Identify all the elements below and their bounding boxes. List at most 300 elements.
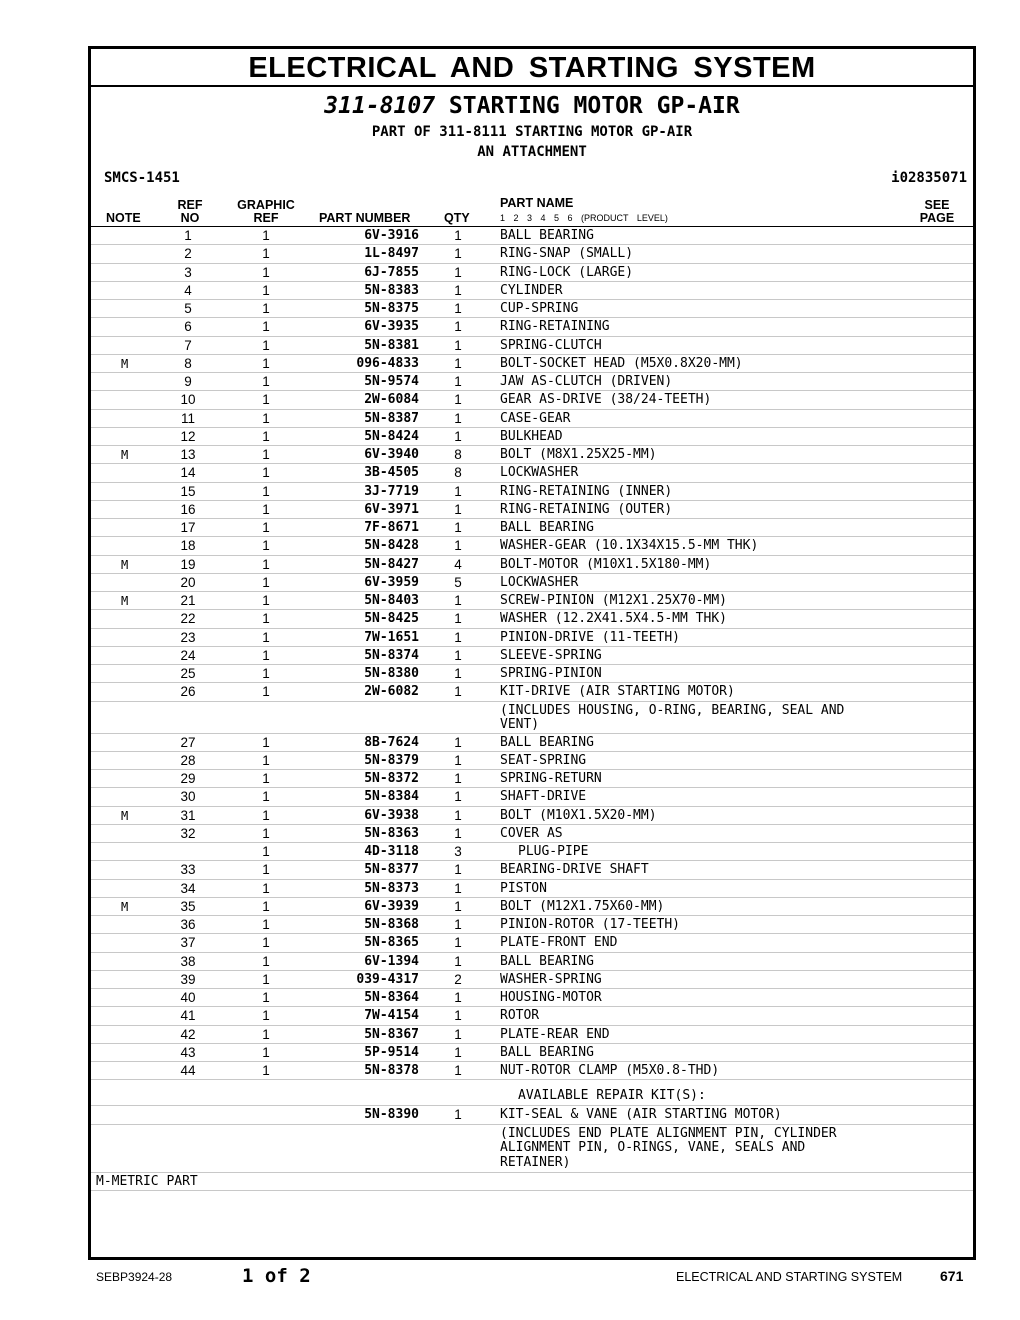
qty-cell: 1 [454, 734, 462, 750]
ref-no-cell: 19 [180, 556, 196, 572]
graphic-ref-cell: 1 [262, 971, 270, 987]
part-number-cell: 5N-8384 [364, 789, 419, 805]
part-name-cell: SEAT-SPRING [500, 752, 587, 768]
qty-cell: 1 [454, 647, 462, 663]
part-name-cell: PINION-ROTOR (17-TEETH) [500, 917, 681, 932]
part-name-cell: SPRING-CLUTCH [500, 337, 602, 353]
ref-no-cell: 20 [180, 574, 196, 590]
part-name-cell: SCREW-PINION (M12X1.25X70-MM) [500, 593, 727, 608]
part-name-cell: BOLT (M8X1.25X25-MM) [500, 447, 657, 462]
qty-cell: 1 [454, 862, 462, 878]
part-name-cell: BOLT-SOCKET HEAD (M5X0.8X20-MM) [500, 355, 743, 371]
part-number-cell: 6V-3935 [364, 319, 419, 335]
page-frame [88, 46, 976, 1260]
ref-no-cell: 40 [180, 990, 196, 1005]
table-row [91, 898, 973, 916]
table-row [91, 245, 973, 263]
ref-no-cell: 29 [180, 771, 196, 786]
part-name-cell: WASHER-GEAR (10.1X34X15.5-MM THK) [500, 538, 759, 554]
ref-no-cell: 13 [180, 447, 196, 462]
table-row [91, 264, 973, 282]
col-part-number: PART NUMBER [319, 211, 411, 225]
ref-no-cell: 22 [180, 611, 196, 627]
col-ref-line1: REF [177, 198, 203, 212]
part-name-cell: BALL BEARING [500, 953, 594, 969]
part-number-cell: 5N-9574 [364, 374, 419, 389]
ref-no-cell: 18 [180, 538, 196, 554]
qty-cell: 1 [454, 428, 462, 444]
ref-no-cell: 37 [180, 935, 196, 951]
part-name-cell: PISTON [500, 880, 547, 896]
graphic-ref-cell: 1 [262, 465, 270, 481]
table-row [91, 556, 973, 574]
part-number-cell: 1L-8497 [364, 246, 419, 262]
ref-no-cell: 39 [180, 971, 196, 987]
qty-cell: 1 [454, 752, 462, 768]
table-row [91, 629, 973, 647]
table-row [91, 953, 973, 971]
graphic-ref-cell: 1 [262, 301, 270, 316]
graphic-ref-cell: 1 [262, 593, 270, 608]
qty-cell: 1 [454, 611, 462, 627]
part-number-cell: 5N-8383 [364, 282, 419, 298]
part-name-cell: AVAILABLE REPAIR KIT(S): [518, 1088, 706, 1104]
table-row [91, 1106, 973, 1124]
part-number-cell: 5N-8380 [364, 666, 419, 681]
part-number-cell: 7W-1651 [364, 629, 419, 645]
graphic-ref-cell: 1 [262, 319, 270, 335]
table-row [91, 1007, 973, 1025]
part-number-cell: 2W-6082 [364, 684, 419, 700]
ref-no-cell: 12 [180, 428, 196, 444]
part-name-cell: CYLINDER [500, 282, 563, 298]
table-row [91, 391, 973, 409]
part-name-cell: CASE-GEAR [500, 410, 571, 426]
part-number-cell: 5N-8424 [364, 428, 419, 444]
part-name-cell: CUP-SPRING [500, 301, 579, 316]
footer-page-of: 1 of 2 [242, 1265, 311, 1287]
qty-cell: 1 [454, 301, 462, 316]
graphic-ref-cell: 1 [262, 953, 270, 969]
qty-cell: 5 [454, 574, 462, 590]
ref-no-cell: 2 [184, 246, 192, 262]
part-name-cell: BOLT-MOTOR (M10X1.5X180-MM) [500, 556, 712, 572]
qty-cell: 1 [454, 538, 462, 554]
qty-cell: 1 [454, 282, 462, 298]
ref-no-cell: 27 [180, 734, 196, 750]
table-row [91, 916, 973, 934]
graphic-ref-cell: 1 [262, 1008, 270, 1024]
ref-no-cell: 32 [180, 825, 196, 841]
ref-no-cell: 25 [180, 666, 196, 681]
col-product-level: 1 2 3 4 5 6 (PRODUCT LEVEL) [500, 213, 668, 223]
table-row [91, 1026, 973, 1044]
qty-cell: 1 [454, 1063, 462, 1078]
part-number-cell: 5N-8374 [364, 647, 419, 663]
table-row [91, 373, 973, 391]
qty-cell: 1 [454, 953, 462, 969]
qty-cell: 1 [454, 771, 462, 786]
table-row [91, 1080, 973, 1106]
part-number-cell: 5N-8372 [364, 771, 419, 786]
part-name-cell: RING-SNAP (SMALL) [500, 246, 634, 262]
qty-cell: 1 [454, 593, 462, 608]
graphic-ref-cell: 1 [262, 880, 270, 896]
part-name-cell: RING-LOCK (LARGE) [500, 264, 634, 280]
table-row [91, 880, 973, 898]
part-name-cell: PLATE-FRONT END [500, 935, 618, 951]
part-number-cell: 6J-7855 [364, 264, 419, 280]
part-number-cell: 5N-8375 [364, 301, 419, 316]
part-number-cell: 5P-9514 [364, 1044, 419, 1060]
part-number-cell: 5N-8425 [364, 611, 419, 627]
graphic-ref-cell: 1 [262, 898, 270, 914]
group-name: STARTING MOTOR GP-AIR [448, 93, 740, 119]
part-name-cell: BULKHEAD [500, 428, 563, 444]
part-name-cell: PLATE-REAR END [500, 1026, 610, 1042]
qty-cell: 8 [454, 465, 462, 481]
ref-no-cell: 38 [180, 953, 196, 969]
ref-no-cell: 1 [184, 228, 192, 243]
qty-cell: 1 [454, 684, 462, 700]
qty-cell: 1 [454, 917, 462, 932]
part-name-cell: RING-RETAINING (OUTER) [500, 501, 673, 517]
graphic-ref-cell: 1 [262, 428, 270, 444]
part-name-cell: SHAFT-DRIVE [500, 789, 587, 805]
part-name-cell: JAW AS-CLUTCH (DRIVEN) [500, 374, 673, 389]
graphic-ref-cell: 1 [262, 666, 270, 681]
col-ref-line2: NO [180, 211, 200, 225]
qty-cell: 1 [454, 501, 462, 517]
part-number-cell: 7W-4154 [364, 1008, 419, 1024]
table-row [91, 428, 973, 446]
part-name-cell: PLUG-PIPE [518, 844, 589, 859]
qty-cell: 8 [454, 447, 462, 462]
graphic-ref-cell: 1 [262, 392, 270, 408]
part-number-cell: 6V-3971 [364, 501, 419, 517]
note-cell: M [121, 356, 129, 371]
qty-cell: 4 [454, 556, 462, 572]
table-row [91, 989, 973, 1007]
part-name-cell: BALL BEARING [500, 734, 594, 750]
qty-cell: 1 [454, 374, 462, 389]
ref-no-cell: 16 [180, 501, 196, 517]
footer-section: ELECTRICAL AND STARTING SYSTEM [676, 1270, 903, 1284]
ref-no-cell: 17 [180, 520, 196, 535]
part-name-cell: SPRING-PINION [500, 666, 602, 681]
section-title: ELECTRICAL AND STARTING SYSTEM [91, 49, 973, 87]
note-cell: M [121, 808, 129, 823]
graphic-ref-cell: 1 [262, 862, 270, 878]
graphic-ref-cell: 1 [262, 935, 270, 951]
table-row [91, 665, 973, 683]
ref-no-cell: 34 [180, 880, 196, 896]
table-row [91, 483, 973, 501]
part-number-cell: 5N-8378 [364, 1063, 419, 1078]
graphic-ref-cell: 1 [262, 447, 270, 462]
part-name-cell: WASHER (12.2X41.5X4.5-MM THK) [500, 611, 727, 627]
graphic-ref-cell: 1 [262, 574, 270, 590]
ref-no-cell: 4 [184, 282, 192, 298]
table-row [91, 734, 973, 752]
graphic-ref-cell: 1 [262, 1044, 270, 1060]
ref-no-cell: 35 [180, 898, 196, 914]
col-graphic-line2: REF [253, 211, 279, 225]
ref-no-cell: 41 [180, 1008, 196, 1024]
part-name-cell: (INCLUDES HOUSING, O-RING, BEARING, SEAL AND VENT) [500, 702, 845, 732]
part-name-cell: (INCLUDES END PLATE ALIGNMENT PIN, CYLINDER ALIGNMENT PIN, O-RINGS, VANE, SEALS AND RETAINER) [500, 1125, 837, 1170]
qty-cell: 1 [454, 807, 462, 823]
table-row [91, 788, 973, 806]
ref-no-cell: 10 [180, 392, 196, 408]
part-number-cell: 5N-8365 [364, 935, 419, 951]
table-row [91, 537, 973, 555]
footer-doc-number: SEBP3924-28 [96, 1270, 173, 1284]
table-row [91, 1125, 973, 1173]
part-name-cell: BALL BEARING [500, 1044, 594, 1060]
table-row [91, 770, 973, 788]
table-row [91, 318, 973, 336]
part-number-cell: 6V-3940 [364, 447, 419, 462]
part-number-cell: 5N-8363 [364, 825, 419, 841]
ref-no-cell: 28 [180, 752, 196, 768]
smcs-code: SMCS-1451 [104, 170, 180, 186]
graphic-ref-cell: 1 [262, 734, 270, 750]
graphic-ref-cell: 1 [262, 825, 270, 841]
qty-cell: 1 [454, 520, 462, 535]
illustration-id: i02835071 [891, 170, 967, 186]
table-row [91, 501, 973, 519]
part-name-cell: BEARING-DRIVE SHAFT [500, 862, 649, 878]
graphic-ref-cell: 1 [262, 246, 270, 262]
col-part-name: PART NAME [500, 196, 574, 210]
part-of-line: PART OF 311-8111 STARTING MOTOR GP-AIR [371, 124, 693, 140]
graphic-ref-cell: 1 [262, 917, 270, 932]
qty-cell: 3 [454, 844, 462, 859]
part-number-cell: 5N-8381 [364, 337, 419, 353]
note-cell: M [121, 557, 129, 572]
table-row [91, 446, 973, 464]
part-name-cell: BALL BEARING [500, 520, 594, 535]
table-row [91, 355, 973, 373]
qty-cell: 1 [454, 990, 462, 1005]
part-name-cell: BALL BEARING [500, 228, 594, 243]
graphic-ref-cell: 1 [262, 374, 270, 389]
table-row [91, 282, 973, 300]
qty-cell: 1 [454, 880, 462, 896]
col-graphic [231, 199, 301, 225]
part-name-cell: LOCKWASHER [500, 574, 579, 590]
ref-no-cell: 15 [180, 483, 196, 499]
part-number-cell: 3J-7719 [364, 483, 419, 499]
qty-cell: 1 [454, 666, 462, 681]
part-number-cell: 5N-8379 [364, 752, 419, 768]
graphic-ref-cell: 1 [262, 844, 270, 859]
part-number-cell: 5N-8387 [364, 410, 419, 426]
ref-no-cell: 36 [180, 917, 196, 932]
table-row [91, 610, 973, 628]
ref-no-cell: 43 [180, 1044, 196, 1060]
table-row [91, 807, 973, 825]
part-name-cell: BOLT (M10X1.5X20-MM) [500, 807, 657, 823]
note-cell: M [121, 448, 129, 462]
part-number-cell: 039-4317 [356, 971, 419, 987]
part-name-cell: RING-RETAINING (INNER) [500, 483, 673, 499]
table-row [91, 934, 973, 952]
part-number-cell: 6V-3916 [364, 228, 419, 243]
ref-no-cell: 30 [180, 789, 196, 805]
group-title [91, 93, 973, 119]
part-name-cell: RING-RETAINING [500, 319, 610, 335]
ref-no-cell: 9 [184, 374, 192, 389]
part-name-cell: KIT-DRIVE (AIR STARTING MOTOR) [500, 684, 735, 700]
qty-cell: 1 [454, 1044, 462, 1060]
col-graphic-line1: GRAPHIC [237, 198, 295, 212]
table-row [91, 1044, 973, 1062]
graphic-ref-cell: 1 [262, 282, 270, 298]
part-number-cell: 6V-1394 [364, 953, 419, 969]
ref-no-cell: 14 [180, 465, 196, 481]
qty-cell: 1 [454, 392, 462, 408]
graphic-ref-cell: 1 [262, 771, 270, 786]
graphic-ref-cell: 1 [262, 1063, 270, 1078]
qty-cell: 1 [454, 898, 462, 914]
ref-no-cell: 42 [180, 1026, 196, 1042]
part-number-cell: 5N-8364 [364, 990, 419, 1005]
col-see-line1: SEE [924, 198, 950, 212]
part-number-cell: 5N-8377 [364, 862, 419, 878]
graphic-ref-cell: 1 [262, 990, 270, 1005]
graphic-ref-cell: 1 [262, 684, 270, 700]
col-qty: QTY [444, 211, 470, 225]
qty-cell: 1 [454, 246, 462, 262]
graphic-ref-cell: 1 [262, 337, 270, 353]
part-number-cell: 6V-3959 [364, 574, 419, 590]
qty-cell: 1 [454, 264, 462, 280]
table-row [91, 752, 973, 770]
col-ref [175, 199, 205, 225]
part-number-cell: 5N-8403 [364, 593, 419, 608]
col-see-line2: PAGE [919, 211, 955, 225]
ref-no-cell: 33 [180, 862, 196, 878]
group-part-number: 311-8107 [324, 93, 436, 119]
table-row [91, 464, 973, 482]
part-number-cell: 5N-8373 [364, 880, 419, 896]
parts-table [91, 227, 973, 1191]
ref-no-cell: 5 [184, 301, 192, 316]
part-name-cell: HOUSING-MOTOR [500, 990, 602, 1005]
qty-cell: 1 [454, 1008, 462, 1024]
graphic-ref-cell: 1 [262, 556, 270, 572]
qty-cell: 1 [454, 789, 462, 805]
part-name-cell: PINION-DRIVE (11-TEETH) [500, 629, 681, 645]
part-number-cell: 5N-8427 [364, 556, 419, 572]
qty-cell: 1 [454, 355, 462, 371]
part-number-cell: 4D-3118 [364, 844, 419, 859]
graphic-ref-cell: 1 [262, 264, 270, 280]
qty-cell: 1 [454, 629, 462, 645]
part-number-cell: 2W-6084 [364, 392, 419, 408]
table-row [91, 592, 973, 610]
table-row [91, 843, 973, 861]
table-row [91, 683, 973, 701]
col-note: NOTE [106, 211, 141, 225]
ref-no-cell: 31 [180, 807, 196, 823]
table-row [91, 971, 973, 989]
part-name-cell: BOLT (M12X1.75X60-MM) [500, 898, 665, 914]
qty-cell: 1 [454, 228, 462, 243]
footer-page-number: 671 [940, 1268, 964, 1284]
part-number-cell: 3B-4505 [364, 465, 419, 481]
graphic-ref-cell: 1 [262, 1026, 270, 1042]
part-name-cell: KIT-SEAL & VANE (AIR STARTING MOTOR) [500, 1107, 782, 1123]
qty-cell: 1 [454, 935, 462, 951]
ref-no-cell: 11 [180, 410, 195, 426]
graphic-ref-cell: 1 [262, 807, 270, 823]
footnote-row [91, 1173, 973, 1191]
graphic-ref-cell: 1 [262, 647, 270, 663]
graphic-ref-cell: 1 [262, 752, 270, 768]
qty-cell: 1 [454, 337, 462, 353]
part-number-cell: 7F-8671 [364, 520, 419, 535]
table-row [91, 300, 973, 318]
table-row [91, 410, 973, 428]
table-row [91, 647, 973, 665]
qty-cell: 1 [454, 410, 462, 426]
ref-no-cell: 8 [184, 355, 192, 371]
ref-no-cell: 6 [184, 319, 192, 335]
table-row [91, 702, 973, 734]
part-number-cell: 5N-8428 [364, 538, 419, 554]
table-row [91, 227, 973, 245]
part-number-cell: 6V-3939 [364, 898, 419, 914]
note-cell: M [121, 899, 129, 914]
qty-cell: 1 [454, 825, 462, 841]
metric-footnote: M-METRIC PART [96, 1173, 198, 1189]
part-number-cell: 096-4833 [356, 355, 419, 371]
part-name-cell: LOCKWASHER [500, 465, 579, 481]
part-number-cell: 8B-7624 [364, 734, 419, 750]
graphic-ref-cell: 1 [262, 228, 270, 243]
graphic-ref-cell: 1 [262, 538, 270, 554]
part-number-cell: 6V-3938 [364, 807, 419, 823]
col-see-page [917, 199, 957, 225]
part-number-cell: 5N-8367 [364, 1026, 419, 1042]
ref-no-cell: 3 [184, 264, 192, 280]
part-name-cell: COVER AS [500, 825, 563, 841]
table-row [91, 825, 973, 843]
table-row [91, 337, 973, 355]
qty-cell: 1 [454, 483, 462, 499]
graphic-ref-cell: 1 [262, 611, 270, 627]
graphic-ref-cell: 1 [262, 520, 270, 535]
graphic-ref-cell: 1 [262, 501, 270, 517]
part-name-cell: GEAR AS-DRIVE (38/24-TEETH) [500, 392, 712, 408]
ref-no-cell: 26 [180, 684, 196, 700]
part-name-cell: NUT-ROTOR CLAMP (M5X0.8-THD) [500, 1063, 720, 1078]
qty-cell: 1 [454, 1107, 462, 1123]
graphic-ref-cell: 1 [262, 483, 270, 499]
part-name-cell: WASHER-SPRING [500, 971, 602, 987]
part-name-cell: ROTOR [500, 1008, 540, 1024]
graphic-ref-cell: 1 [262, 355, 270, 371]
qty-cell: 2 [454, 971, 462, 987]
part-number-cell: 5N-8368 [364, 917, 419, 932]
note-cell: M [121, 594, 129, 608]
qty-cell: 1 [454, 319, 462, 335]
table-row [91, 574, 973, 592]
ref-no-cell: 24 [180, 647, 196, 663]
